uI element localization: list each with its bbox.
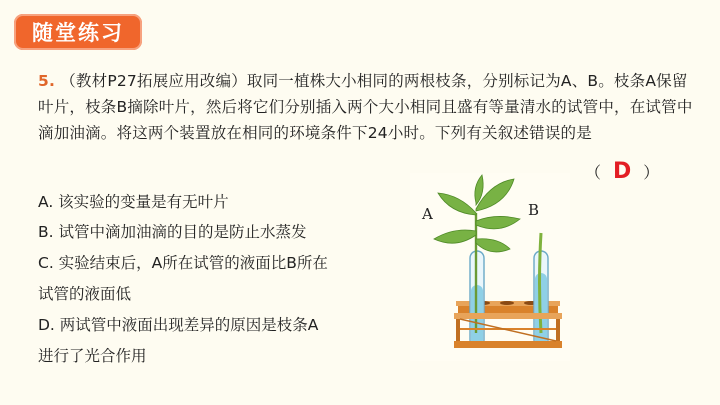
option-d-line1: D. 两试管中液面出现差异的原因是枝条A bbox=[38, 316, 319, 334]
question-text: （教材P27拓展应用改编）取同一植株大小相同的两根枝条，分别标记为A、B。枝条A保留叶片，枝条B摘除叶片，然后将它们分别插入两个大小相同且盛有等量清水的试管中，在试管中滴加油滴。将这两个装置放在相同的环境条件下24小时。下列有关叙述错误的是 bbox=[38, 72, 693, 142]
option-c-line2: 试管的液面低 bbox=[38, 285, 132, 303]
section-tag bbox=[14, 14, 142, 50]
answer-paren-close: ） bbox=[643, 163, 660, 182]
question-stem bbox=[38, 68, 702, 146]
option-a: A. 该实验的变量是有无叶片 bbox=[38, 193, 229, 211]
label-a: A bbox=[422, 205, 433, 223]
question-number: 5. bbox=[38, 72, 56, 90]
section-tag-label: 随堂练习 bbox=[32, 21, 124, 45]
label-b: B bbox=[528, 201, 540, 219]
answer-paren-open: （ bbox=[585, 163, 602, 182]
option-c-line1: C. 实验结束后，A所在试管的液面比B所在 bbox=[38, 254, 328, 272]
option-d-line2: 进行了光合作用 bbox=[38, 347, 147, 365]
answer-letter: D bbox=[613, 159, 632, 184]
experiment-figure bbox=[410, 173, 570, 361]
option-b: B. 试管中滴加油滴的目的是防止水蒸发 bbox=[38, 223, 307, 241]
answer-bracket bbox=[585, 160, 695, 185]
